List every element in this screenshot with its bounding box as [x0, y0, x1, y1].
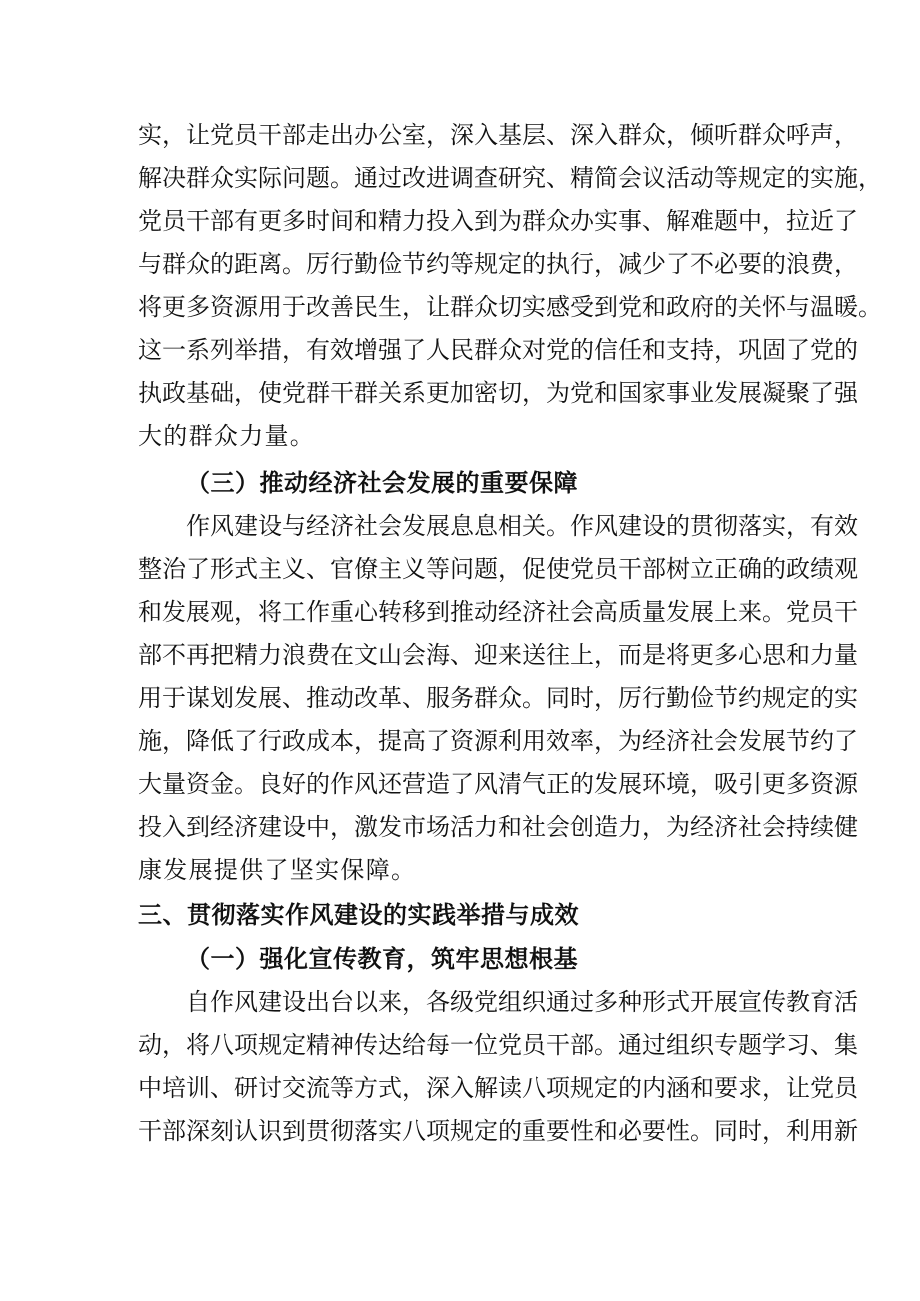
paragraph-3-line: 干部深刻认识到贯彻落实八项规定的重要性和必要性。同时，利用新	[138, 1117, 858, 1145]
paragraph-3-line: 自作风建设出台以来，各级党组织通过多种形式开展宣传教育活	[186, 988, 858, 1016]
paragraph-2-line: 整治了形式主义、官僚主义等问题，促使党员干部树立正确的政绩观	[138, 555, 858, 583]
paragraph-3-line: 中培训、研讨交流等方式，深入解读八项规定的内涵和要求，让党员	[138, 1074, 858, 1102]
paragraph-3-line: 动，将八项规定精神传达给每一位党员干部。通过组织专题学习、集	[138, 1031, 858, 1059]
paragraph-1-line: 与群众的距离。厉行勤俭节约等规定的执行，减少了不必要的浪费，	[138, 250, 858, 278]
subsection-heading: （三）推动经济社会发展的重要保障	[186, 468, 578, 497]
paragraph-1-line: 将更多资源用于改善民生，让群众切实感受到党和政府的关怀与温暖。	[138, 293, 882, 321]
paragraph-1-line: 执政基础，使党群干群关系更加密切，为党和国家事业发展凝聚了强	[138, 379, 858, 407]
paragraph-1-line: 党员干部有更多时间和精力投入到为群众办实事、解难题中，拉近了	[138, 207, 858, 235]
paragraph-1-line: 实，让党员干部走出办公室，深入基层、深入群众，倾听群众呼声，	[138, 121, 858, 149]
paragraph-1-line: 大的群众力量。	[138, 422, 316, 450]
subsection-heading: （一）强化宣传教育，筑牢思想根基	[186, 944, 578, 973]
paragraph-1-line: 解决群众实际问题。通过改进调查研究、精简会议活动等规定的实施，	[138, 164, 882, 192]
paragraph-2-line: 作风建设与经济社会发展息息相关。作风建设的贯彻落实，有效	[186, 512, 858, 540]
paragraph-1-line: 这一系列举措，有效增强了人民群众对党的信任和支持，巩固了党的	[138, 336, 858, 364]
paragraph-2-line: 大量资金。良好的作风还营造了风清气正的发展环境，吸引更多资源	[138, 770, 858, 798]
paragraph-2-line: 部不再把精力浪费在文山会海、迎来送往上，而是将更多心思和力量	[138, 641, 858, 669]
paragraph-2-line: 用于谋划发展、推动改革、服务群众。同时，厉行勤俭节约规定的实	[138, 684, 858, 712]
paragraph-2-line: 和发展观，将工作重心转移到推动经济社会高质量发展上来。党员干	[138, 598, 858, 626]
paragraph-2-line: 投入到经济建设中，激发市场活力和社会创造力，为经济社会持续健	[138, 813, 858, 841]
paragraph-2-line: 施，降低了行政成本，提高了资源利用效率，为经济社会发展节约了	[138, 727, 858, 755]
paragraph-2-line: 康发展提供了坚实保障。	[138, 856, 417, 884]
section-heading: 三、贯彻落实作风建设的实践举措与成效	[138, 900, 579, 929]
